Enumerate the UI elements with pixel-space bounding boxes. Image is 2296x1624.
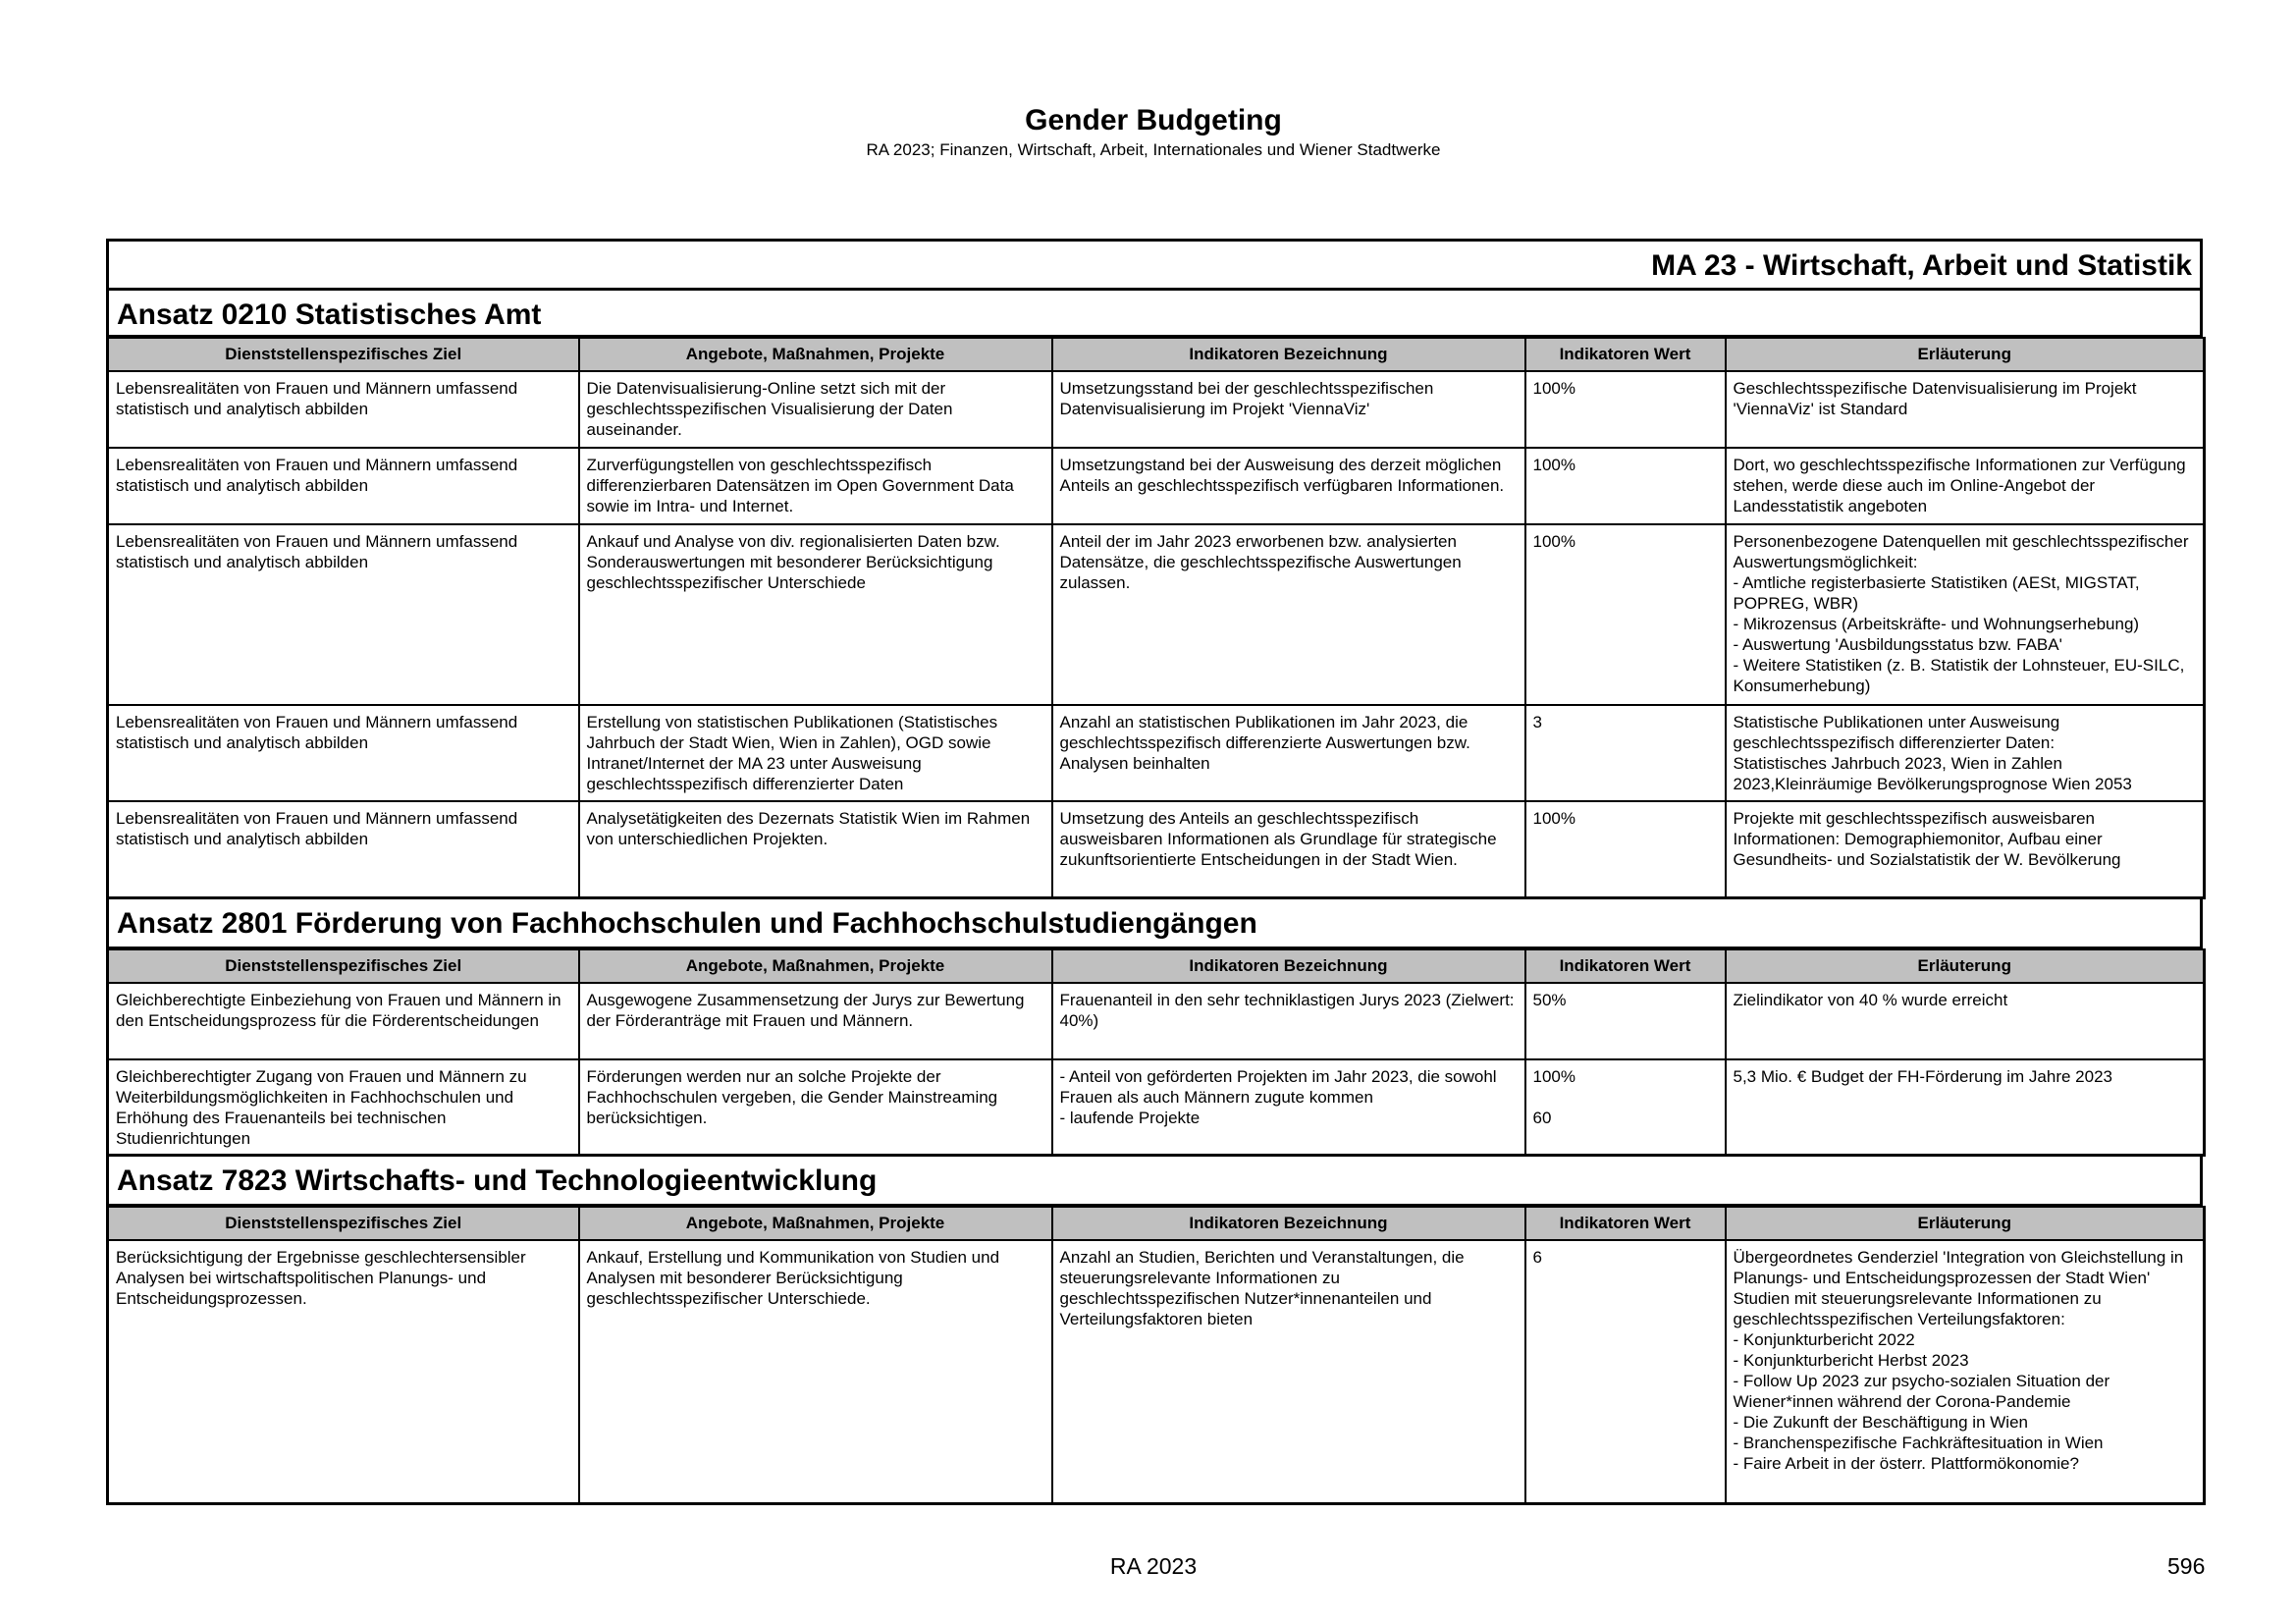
cell-angebote: Ankauf, Erstellung und Kommunikation von Studien und Analysen mit besonderer Berücksichtigung geschlechtsspezifischer Unterschiede. [579, 1240, 1052, 1503]
cell-wert: 100% [1525, 371, 1726, 448]
cell-ziel: Lebensrealitäten von Frauen und Männern umfassend statistisch und analytisch abbilden [108, 801, 579, 897]
cell-ziel: Gleichberechtigte Einbeziehung von Frauen und Männern in den Entscheidungsprozess für die Förderentscheidungen [108, 983, 579, 1059]
cell-ziel: Berücksichtigung der Ergebnisse geschlechtersensibler Analysen bei wirtschaftspolitischen Planungs- und Entscheidungsprozessen. [108, 1240, 579, 1503]
cell-indikator: Umsetzung des Anteils an geschlechtsspezifisch ausweisbaren Informationen als Grundlage für strategische zukunftsorientierte Entscheidungen in der Stadt Wien. [1052, 801, 1525, 897]
cell-erlaeuterung: Geschlechtsspezifische Datenvisualisierung im Projekt 'ViennaViz' ist Standard [1726, 371, 2205, 448]
cell-erlaeuterung: Projekte mit geschlechtsspezifisch ausweisbaren Informationen: Demographiemonitor, Aufbau einer Gesundheits- und Sozialstatistik der W. Bevölkerung [1726, 801, 2205, 897]
page-number: 596 [2167, 1553, 2206, 1579]
column-header-wert: Indikatoren Wert [1525, 949, 1726, 983]
column-header-ziel: Dienststellenspezifisches Ziel [108, 338, 579, 371]
table-header-row [108, 949, 2205, 983]
table-row [108, 524, 2205, 705]
table-header-row [108, 1207, 2205, 1240]
column-header-ziel: Dienststellenspezifisches Ziel [108, 1207, 579, 1240]
column-header-angebote: Angebote, Maßnahmen, Projekte [579, 949, 1052, 983]
cell-indikator: Anzahl an Studien, Berichten und Veranstaltungen, die steuerungsrelevante Informationen zu geschlechtsspezifischen Nutzer*innenanteilen und Verteilungsfaktoren bieten [1052, 1240, 1525, 1503]
section-table-7823 [106, 1206, 2206, 1505]
cell-wert: 6 [1525, 1240, 1726, 1503]
cell-ziel: Gleichberechtigter Zugang von Frauen und Männern zu Weiterbildungsmöglichkeiten in Fachhochschulen und Erhöhung des Frauenanteils bei technischen Studienrichtungen [108, 1059, 579, 1156]
cell-erlaeuterung: Dort, wo geschlechtsspezifische Informationen zur Verfügung stehen, werde diese auch im Online-Angebot der Landesstatistik angeboten [1726, 448, 2205, 524]
column-header-erlaeuterung: Erläuterung [1726, 1207, 2205, 1240]
cell-angebote: Analysetätigkeiten des Dezernats Statistik Wien im Rahmen von unterschiedlichen Projekten. [579, 801, 1052, 897]
section-title-2801: Ansatz 2801 Förderung von Fachhochschulen und Fachhochschulstudiengängen [106, 899, 2203, 948]
cell-angebote: Ausgewogene Zusammensetzung der Jurys zur Bewertung der Förderanträge mit Frauen und Männern. [579, 983, 1052, 1059]
cell-wert: 100% [1525, 524, 1726, 705]
section-table-0210 [106, 337, 2206, 899]
table-row [108, 1240, 2205, 1503]
cell-erlaeuterung: Übergeordnetes Genderziel 'Integration von Gleichstellung in Planungs- und Entscheidungsprozessen der Stadt Wien' Studien mit steuerungsrelevante Informationen zu geschlechtsspezifischen Verteilungsfaktoren: - Konjunkturbericht 2022 - Konjunkturbericht Herbst 2023 - Follow Up 2023 zur psycho-sozialen Situation der Wiener*innen während der Corona-Pandemie - Die Zukunft der Beschäftigung in Wien - Branchenspezifische Fachkräftesituation in Wien - Faire Arbeit in der österr. Plattformökonomie? [1726, 1240, 2205, 1503]
cell-indikator: Frauenanteil in den sehr techniklastigen Jurys 2023 (Zielwert: 40%) [1052, 983, 1525, 1059]
column-header-indikator: Indikatoren Bezeichnung [1052, 338, 1525, 371]
section-title-0210: Ansatz 0210 Statistisches Amt [106, 288, 2203, 337]
cell-angebote: Erstellung von statistischen Publikationen (Statistisches Jahrbuch der Stadt Wien, Wien in Zahlen), OGD sowie Intranet/Internet der MA 23 unter Ausweisung geschlechtsspezifisch differenzierter Daten [579, 705, 1052, 801]
cell-wert: 100% [1525, 801, 1726, 897]
table-header-row [108, 338, 2205, 371]
cell-ziel: Lebensrealitäten von Frauen und Männern umfassend statistisch und analytisch abbilden [108, 448, 579, 524]
cell-ziel: Lebensrealitäten von Frauen und Männern umfassend statistisch und analytisch abbilden [108, 371, 579, 448]
column-header-wert: Indikatoren Wert [1525, 1207, 1726, 1240]
document-title: Gender Budgeting [1025, 104, 1282, 136]
cell-indikator: Anteil der im Jahr 2023 erworbenen bzw. analysierten Datensätze, die geschlechtsspezifische Auswertungen zulassen. [1052, 524, 1525, 705]
column-header-indikator: Indikatoren Bezeichnung [1052, 1207, 1525, 1240]
table-row [108, 983, 2205, 1059]
cell-erlaeuterung: 5,3 Mio. € Budget der FH-Förderung im Jahre 2023 [1726, 1059, 2205, 1156]
department-header: MA 23 - Wirtschaft, Arbeit und Statistik [106, 239, 2203, 288]
cell-erlaeuterung: Zielindikator von 40 % wurde erreicht [1726, 983, 2205, 1059]
document-subtitle: RA 2023; Finanzen, Wirtschaft, Arbeit, Internationales und Wiener Stadtwerke [866, 140, 1441, 159]
table-row [108, 1059, 2205, 1156]
column-header-wert: Indikatoren Wert [1525, 338, 1726, 371]
cell-angebote: Ankauf und Analyse von div. regionalisierten Daten bzw. Sonderauswertungen mit besonderer Berücksichtigung geschlechtsspezifischer Unterschiede [579, 524, 1052, 705]
cell-indikator: Umsetzungstand bei der Ausweisung des derzeit möglichen Anteils an geschlechtsspezifisch verfügbaren Informationen. [1052, 448, 1525, 524]
footer-report-label: RA 2023 [1109, 1553, 1198, 1579]
section-title-7823: Ansatz 7823 Wirtschafts- und Technologieentwicklung [106, 1157, 2203, 1206]
cell-ziel: Lebensrealitäten von Frauen und Männern umfassend statistisch und analytisch abbilden [108, 705, 579, 801]
cell-wert: 100% 60 [1525, 1059, 1726, 1156]
column-header-ziel: Dienststellenspezifisches Ziel [108, 949, 579, 983]
cell-angebote: Die Datenvisualisierung-Online setzt sich mit der geschlechtsspezifischen Visualisierung der Daten auseinander. [579, 371, 1052, 448]
column-header-erlaeuterung: Erläuterung [1726, 338, 2205, 371]
cell-indikator: Anzahl an statistischen Publikationen im Jahr 2023, die geschlechtsspezifisch differenzierte Auswertungen bzw. Analysen beinhalten [1052, 705, 1525, 801]
table-row [108, 448, 2205, 524]
cell-ziel: Lebensrealitäten von Frauen und Männern umfassend statistisch und analytisch abbilden [108, 524, 579, 705]
cell-indikator: Umsetzungsstand bei der geschlechtsspezifischen Datenvisualisierung im Projekt 'ViennaViz' [1052, 371, 1525, 448]
cell-erlaeuterung: Statistische Publikationen unter Ausweisung geschlechtsspezifisch differenzierter Daten: Statistisches Jahrbuch 2023, Wien in Zahlen 2023,Kleinräumige Bevölkerungsprognose Wien 2053 [1726, 705, 2205, 801]
column-header-angebote: Angebote, Maßnahmen, Projekte [579, 1207, 1052, 1240]
column-header-angebote: Angebote, Maßnahmen, Projekte [579, 338, 1052, 371]
cell-angebote: Förderungen werden nur an solche Projekte der Fachhochschulen vergeben, die Gender Mainstreaming berücksichtigen. [579, 1059, 1052, 1156]
section-table-2801 [106, 948, 2206, 1158]
cell-indikator: - Anteil von geförderten Projekten im Jahr 2023, die sowohl Frauen als auch Männern zugute kommen - laufende Projekte [1052, 1059, 1525, 1156]
table-row [108, 705, 2205, 801]
cell-angebote: Zurverfügungstellen von geschlechtsspezifisch differenzierbaren Datensätzen im Open Government Data sowie im Intra- und Internet. [579, 448, 1052, 524]
cell-erlaeuterung: Personenbezogene Datenquellen mit geschlechtsspezifischer Auswertungsmöglichkeit: - Amtliche registerbasierte Statistiken (AESt, MIGSTAT, POPREG, WBR) - Mikrozensus (Arbeitskräfte- und Wohnungserhebung) - Auswertung 'Ausbildungsstatus bzw. FABA' - Weitere Statistiken (z. B. Statistik der Lohnsteuer, EU-SILC, Konsumerhebung) [1726, 524, 2205, 705]
cell-wert: 50% [1525, 983, 1726, 1059]
column-header-indikator: Indikatoren Bezeichnung [1052, 949, 1525, 983]
table-row [108, 801, 2205, 897]
column-header-erlaeuterung: Erläuterung [1726, 949, 2205, 983]
budget-table-frame [106, 239, 2203, 1505]
table-row [108, 371, 2205, 448]
cell-wert: 100% [1525, 448, 1726, 524]
cell-wert: 3 [1525, 705, 1726, 801]
